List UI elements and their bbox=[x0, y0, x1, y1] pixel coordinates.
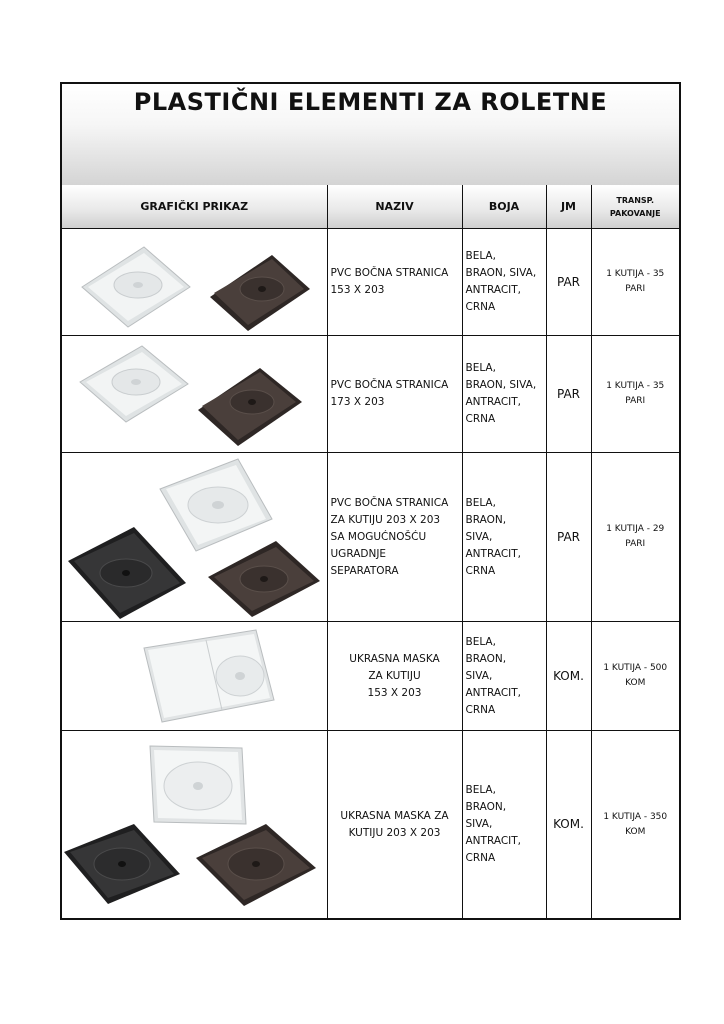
product-packaging: 1 KUTIJA - 35 PARI bbox=[591, 229, 679, 336]
header-graficki-prikaz: GRAFIČKI PRIKAZ bbox=[62, 185, 327, 229]
page-title: PLASTIČNI ELEMENTI ZA ROLETNE bbox=[133, 88, 608, 116]
product-sheet bbox=[60, 82, 681, 920]
product-packaging: 1 KUTIJA - 29 PARI bbox=[591, 453, 679, 622]
table-header-row bbox=[62, 185, 679, 229]
header-transp-pakovanje: TRANSP. PAKOVANJE bbox=[591, 185, 679, 229]
header-boja: BOJA bbox=[462, 185, 546, 229]
product-colors: BELA, BRAON, SIVA, ANTRACIT, CRNA bbox=[462, 622, 546, 731]
product-name: UKRASNA MASKA ZA KUTIJU 203 X 203 bbox=[327, 731, 462, 919]
product-colors: BELA, BRAON, SIVA, ANTRACIT, CRNA bbox=[462, 453, 546, 622]
title-band bbox=[62, 84, 679, 186]
product-image bbox=[62, 453, 327, 621]
product-image bbox=[62, 622, 327, 730]
product-image-cell bbox=[62, 229, 327, 336]
product-packaging: 1 KUTIJA - 500 KOM bbox=[591, 622, 679, 731]
brown-decorative-mask-icon bbox=[196, 824, 316, 906]
table-row bbox=[62, 229, 679, 336]
product-name: PVC BOČNA STRANICA 153 X 203 bbox=[327, 229, 462, 336]
brown-side-panel-icon bbox=[210, 255, 310, 331]
black-decorative-mask-icon bbox=[64, 824, 180, 904]
product-unit: PAR bbox=[546, 229, 591, 336]
black-side-panel-icon bbox=[68, 527, 186, 619]
product-unit: KOM. bbox=[546, 731, 591, 919]
white-side-panel-icon bbox=[80, 346, 188, 422]
product-packaging: 1 KUTIJA - 35 PARI bbox=[591, 336, 679, 453]
table-row bbox=[62, 731, 679, 919]
table-row bbox=[62, 336, 679, 453]
product-colors: BELA, BRAON, SIVA, ANTRACIT, CRNA bbox=[462, 229, 546, 336]
product-colors: BELA, BRAON, SIVA, ANTRACIT, CRNA bbox=[462, 336, 546, 453]
product-unit: KOM. bbox=[546, 622, 591, 731]
table-row bbox=[62, 622, 679, 731]
product-image bbox=[62, 336, 327, 452]
product-name: PVC BOČNA STRANICA ZA KUTIJU 203 X 203 SA MOGUĆNOŠĆU UGRADNJE SEPARATORA bbox=[327, 453, 462, 622]
product-unit: PAR bbox=[546, 336, 591, 453]
product-image-cell bbox=[62, 336, 327, 453]
product-name: UKRASNA MASKA ZA KUTIJU 153 X 203 bbox=[327, 622, 462, 731]
brown-side-panel-icon bbox=[198, 368, 302, 446]
table-row bbox=[62, 453, 679, 622]
brown-side-panel-icon bbox=[208, 541, 320, 617]
product-packaging: 1 KUTIJA - 350 KOM bbox=[591, 731, 679, 919]
header-naziv: NAZIV bbox=[327, 185, 462, 229]
product-table bbox=[62, 185, 679, 919]
product-image bbox=[62, 229, 327, 335]
product-image bbox=[62, 732, 327, 918]
white-decorative-mask-icon bbox=[150, 746, 246, 824]
product-unit: PAR bbox=[546, 453, 591, 622]
product-image-cell bbox=[62, 622, 327, 731]
white-side-panel-icon bbox=[160, 459, 272, 551]
product-name: PVC BOČNA STRANICA 173 X 203 bbox=[327, 336, 462, 453]
product-image-cell bbox=[62, 453, 327, 622]
white-decorative-mask-icon bbox=[144, 630, 274, 722]
product-image-cell bbox=[62, 731, 327, 919]
white-side-panel-icon bbox=[82, 247, 190, 327]
header-jm: JM bbox=[546, 185, 591, 229]
product-colors: BELA, BRAON, SIVA, ANTRACIT, CRNA bbox=[462, 731, 546, 919]
